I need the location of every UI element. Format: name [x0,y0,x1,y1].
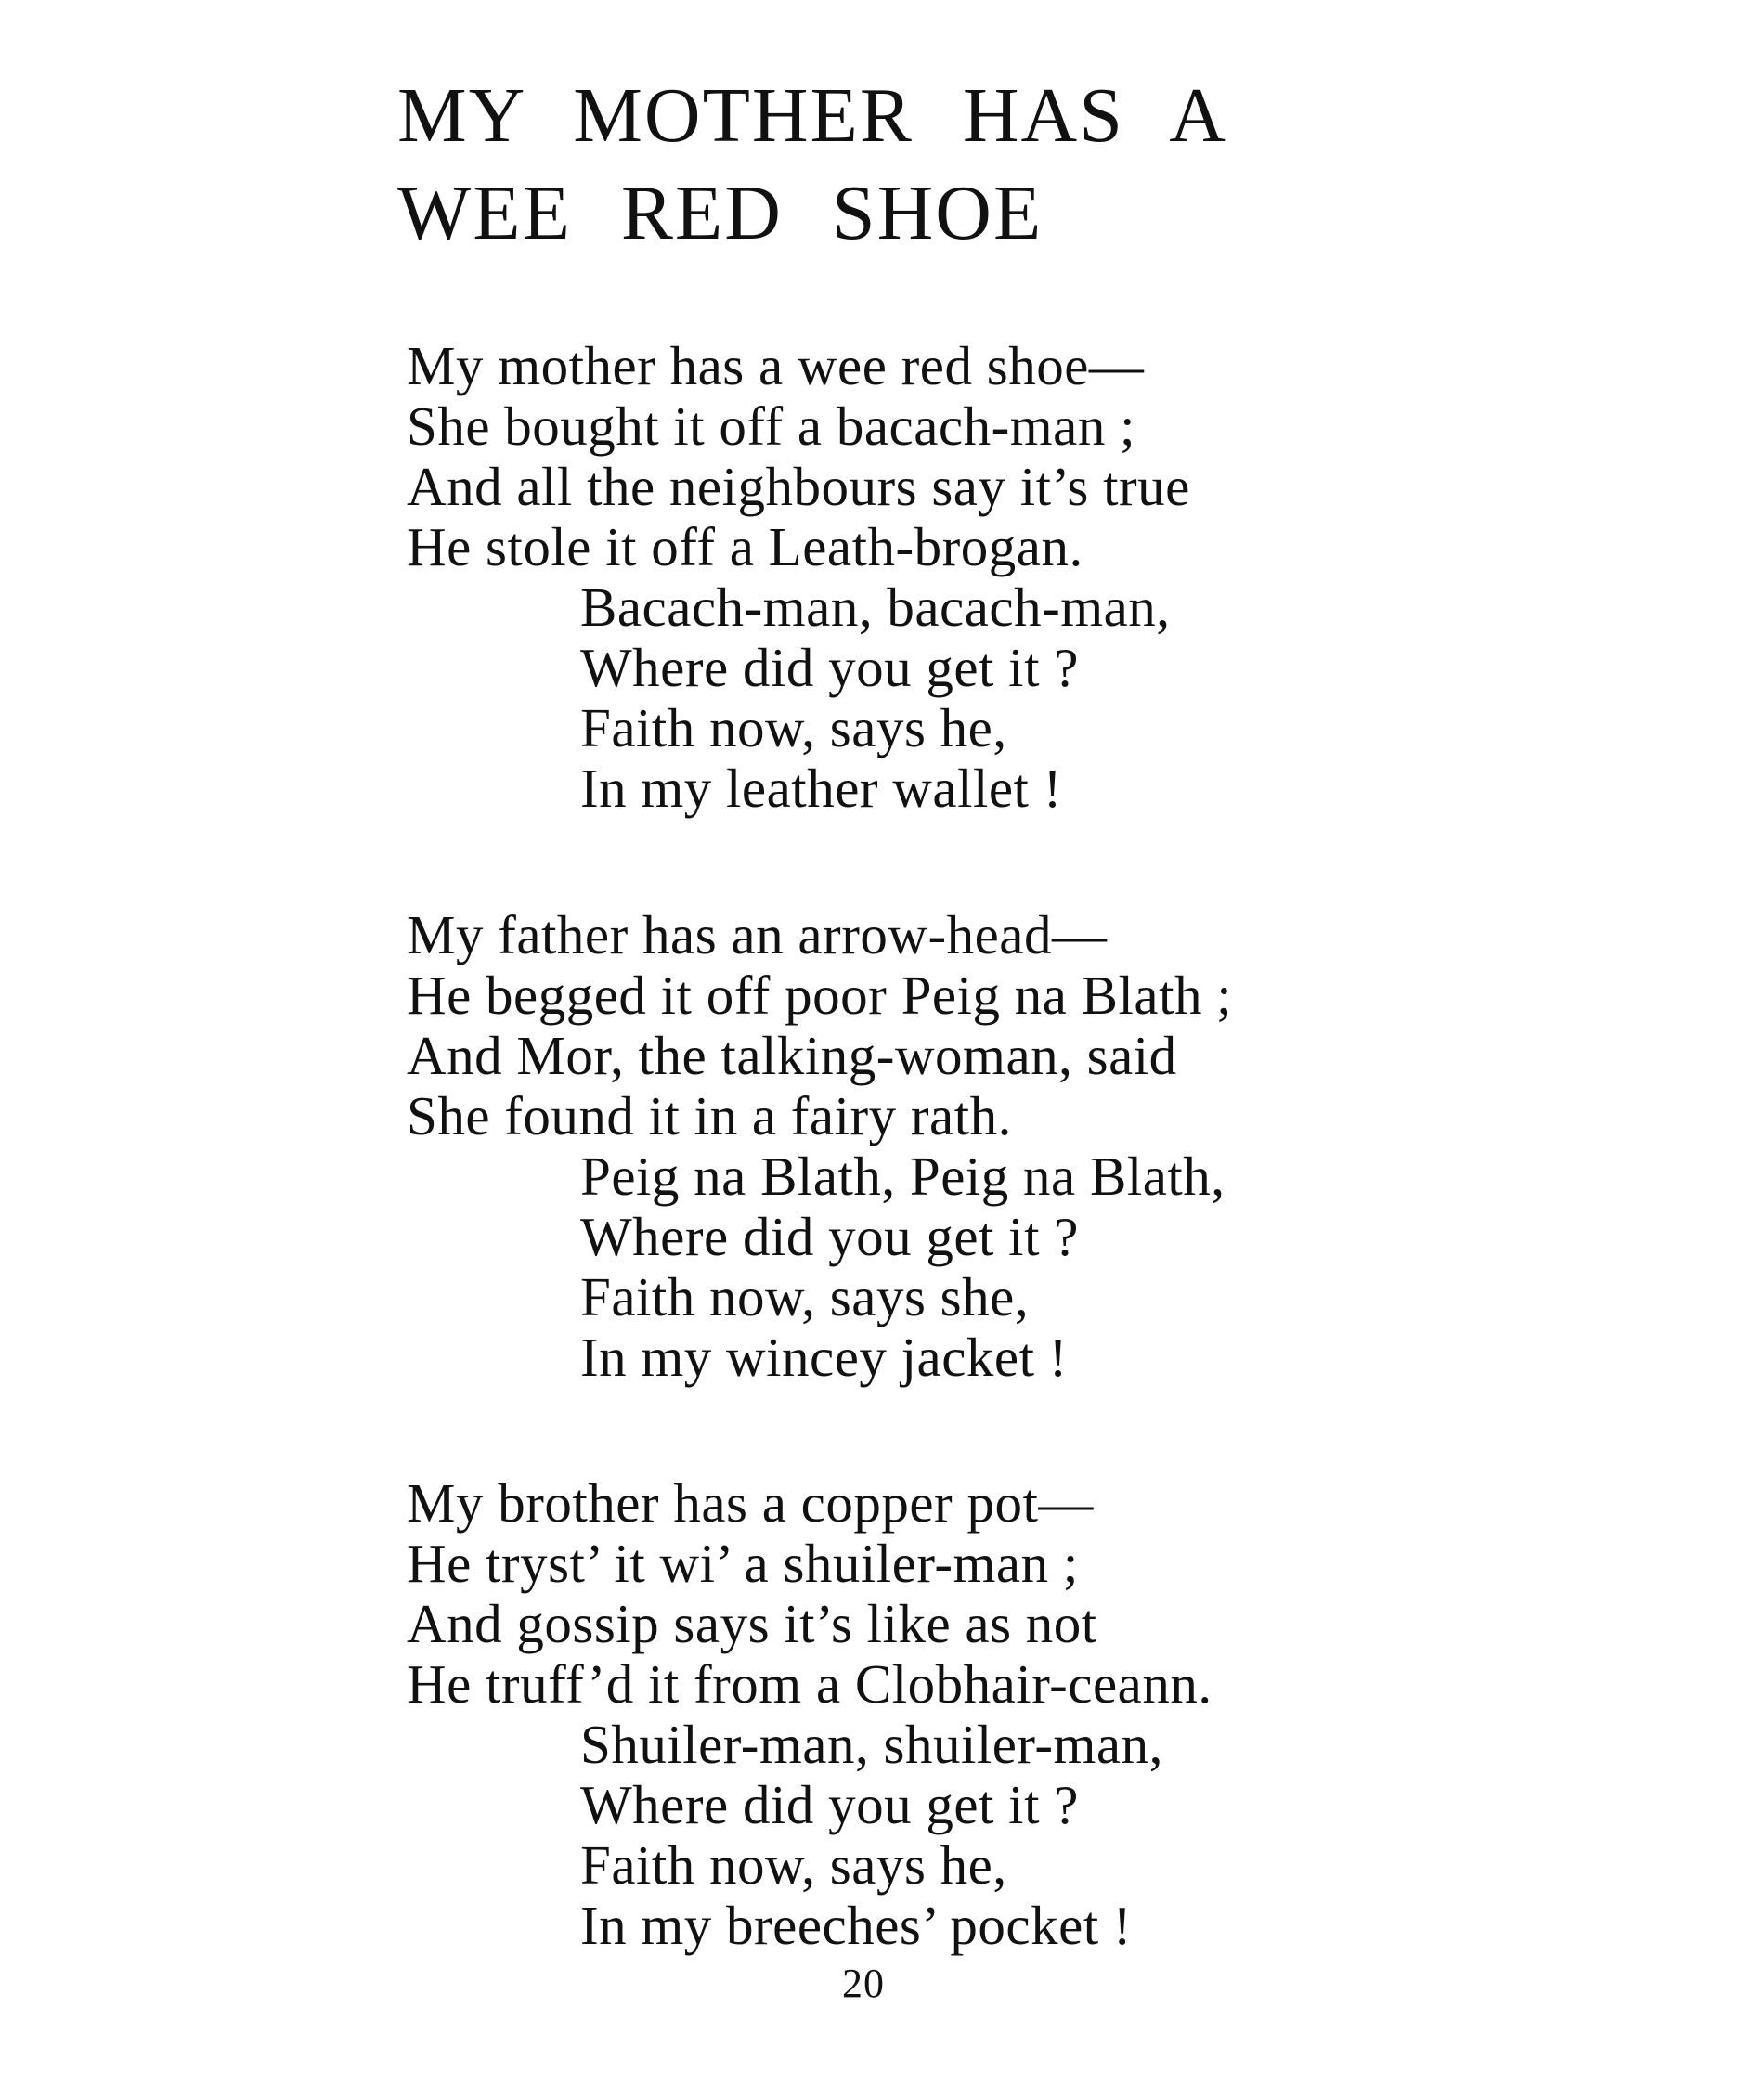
refrain-line: In my leather wallet ! [580,758,1062,819]
verse-line: My father has an arrow-head— [407,904,1108,965]
verse-line: My brother has a copper pot— [407,1472,1094,1534]
refrain-line: Where did you get it ? [580,1206,1079,1267]
title-line: MY MOTHER HAS A [397,72,1227,159]
refrain-line: Peig na Blath, Peig na Blath, [580,1146,1226,1207]
refrain-line: Bacach-man, bacach-man, [580,576,1171,638]
refrain-line: Where did you get it ? [580,637,1079,698]
refrain-line: Where did you get it ? [580,1774,1079,1835]
verse-line: And all the neighbours say it’s true [407,456,1190,517]
verse-line: He begged it off poor Peig na Blath ; [407,965,1233,1026]
stanza [407,905,1484,1388]
verse-line: He truff’d it from a Clobhair-ceann. [407,1653,1213,1715]
refrain-line: Faith now, says she, [580,1266,1030,1327]
verse-line: My mother has a wee red shoe— [407,335,1145,396]
stanza [407,336,1484,819]
verse-line: He stole it off a Leath-brogan. [407,516,1083,577]
title-line: WEE RED SHOE [397,170,1044,256]
verse-line: She found it in a fairy rath. [407,1085,1012,1146]
page-number: 20 [842,1961,885,2006]
refrain-line: Shuiler-man, shuiler-man, [580,1714,1163,1775]
refrain-line: In my breeches’ pocket ! [580,1895,1133,1956]
verse-line: He tryst’ it wi’ a shuiler-man ; [407,1533,1079,1594]
stanza [407,1473,1484,1956]
verse-line: And gossip says it’s like as not [407,1593,1097,1654]
poem-title [397,67,1419,262]
refrain-line: Faith now, says he, [580,697,1007,758]
refrain-line: In my wincey jacket ! [580,1327,1068,1388]
verse-line: And Mor, the talking-woman, said [407,1025,1177,1086]
verse-line: She bought it off a bacach-man ; [407,395,1135,457]
refrain-line: Faith now, says he, [580,1834,1007,1896]
